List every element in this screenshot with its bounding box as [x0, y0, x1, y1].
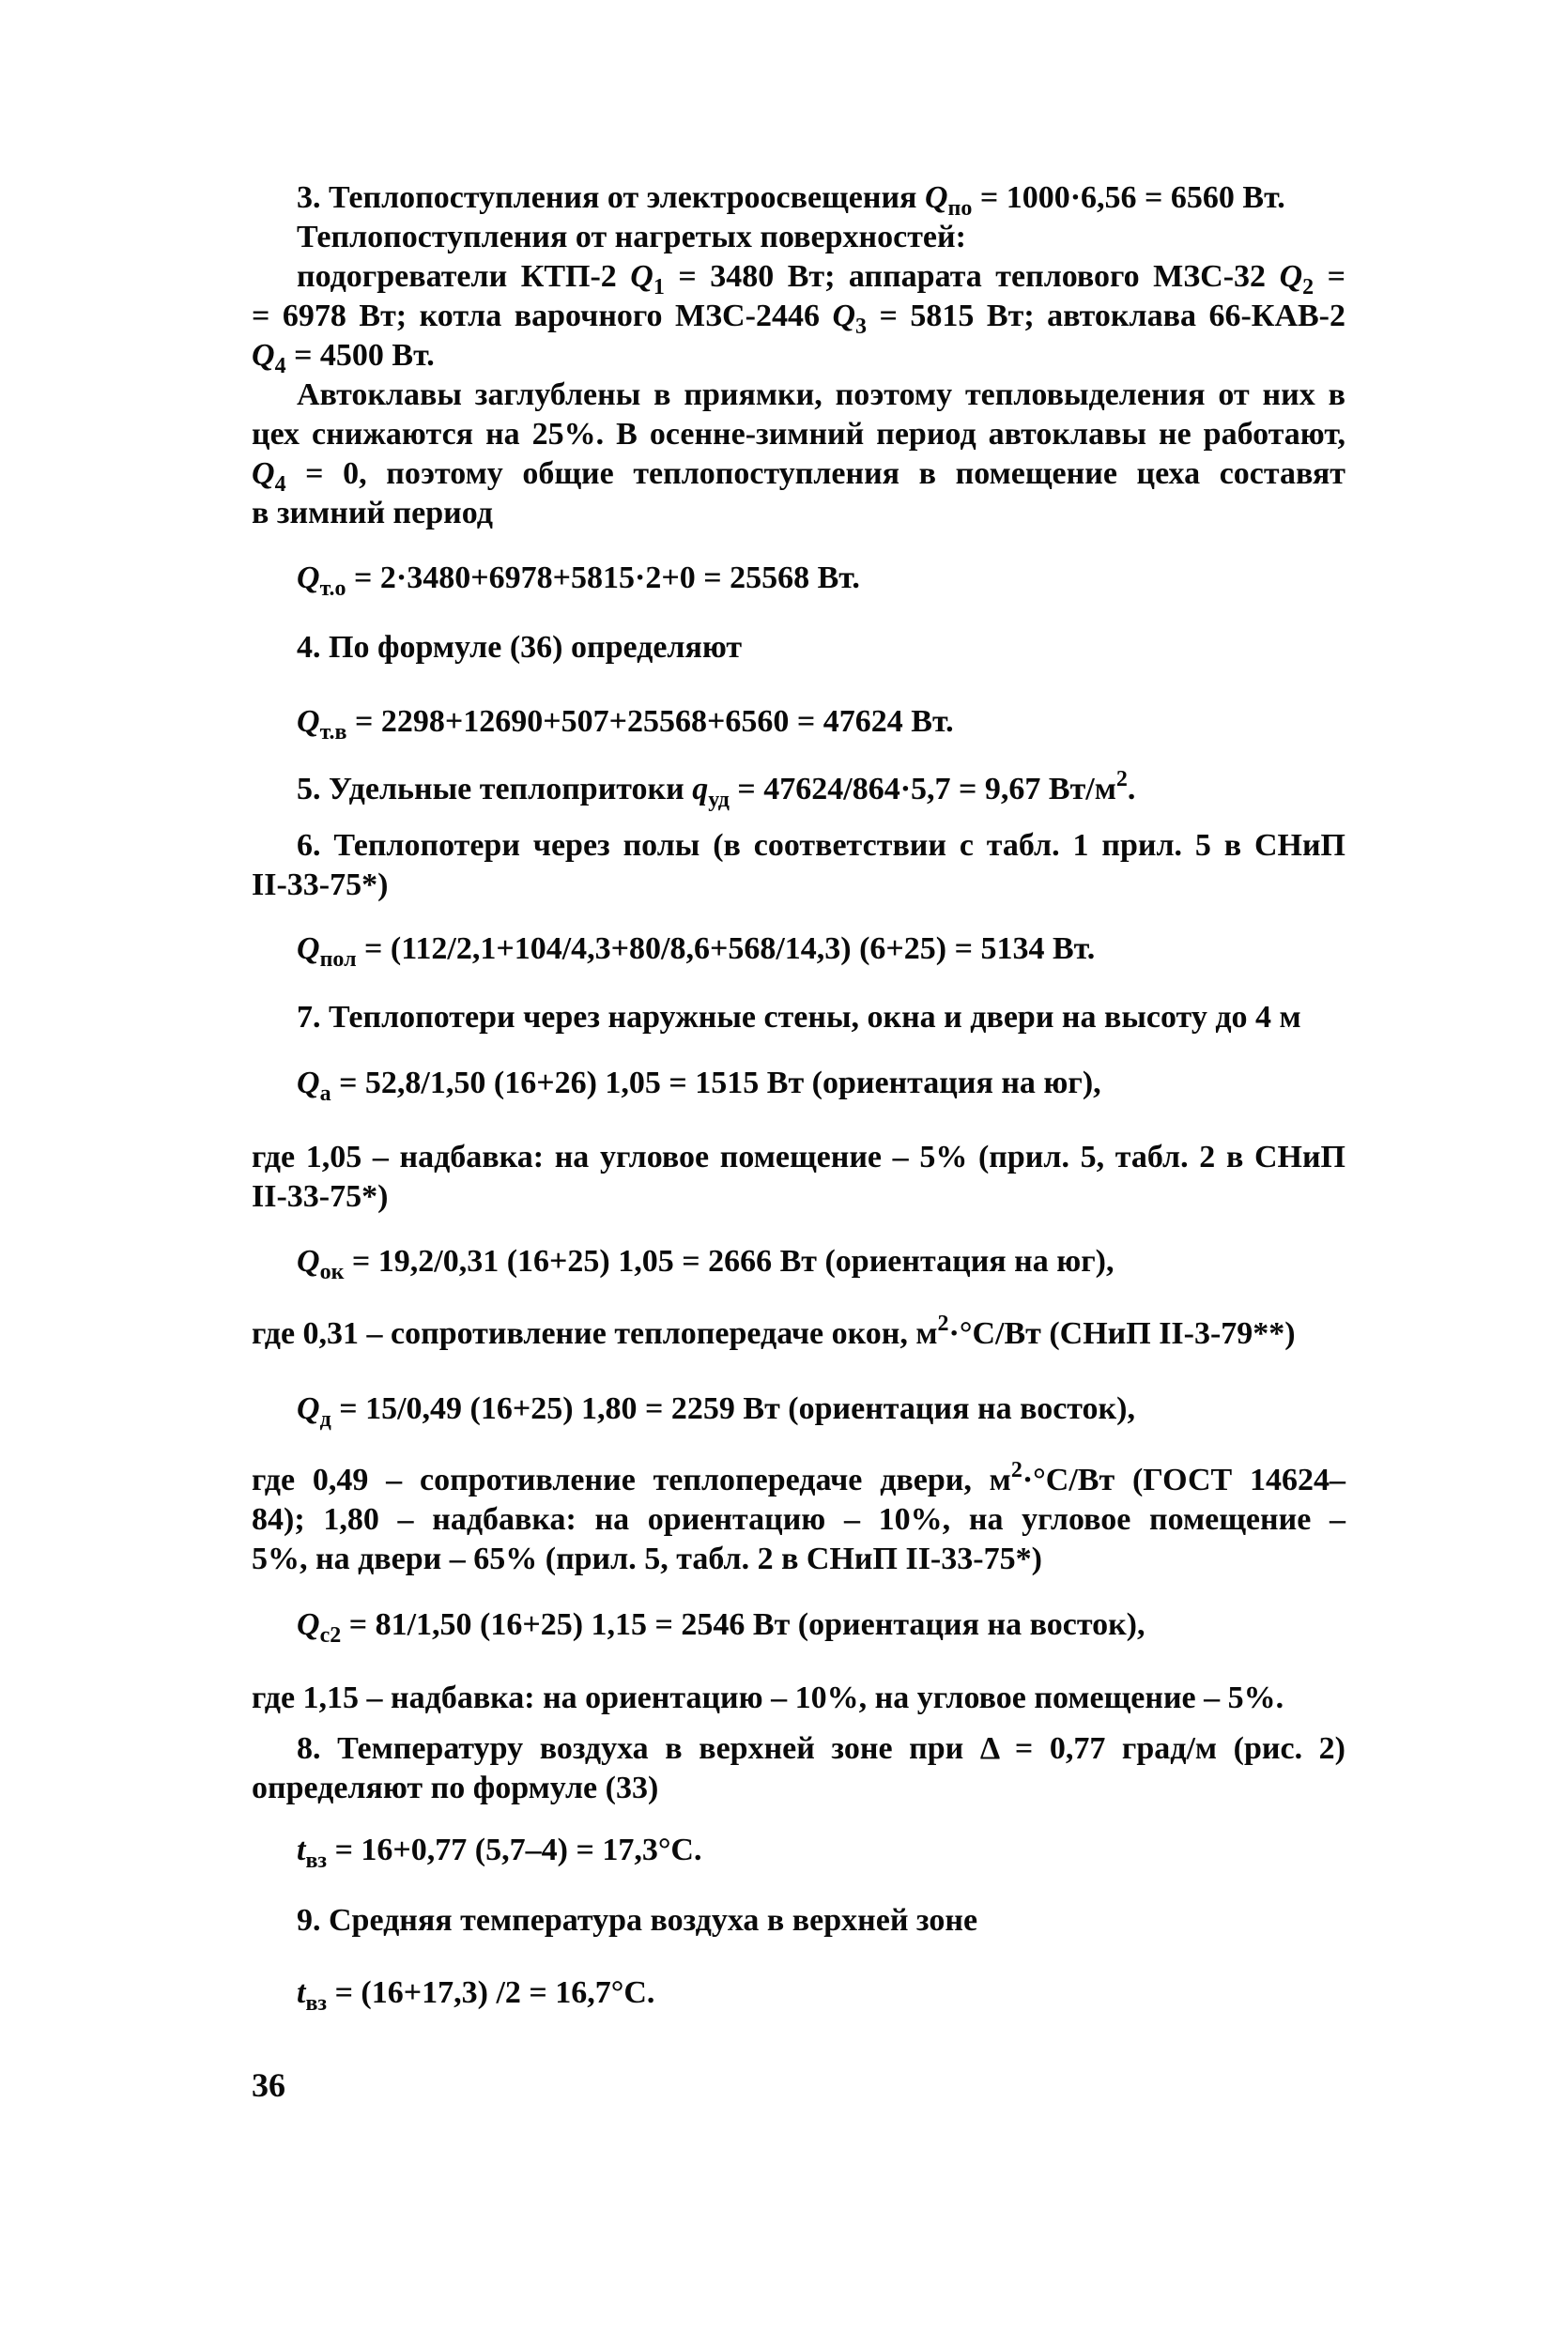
subscript: 3 — [855, 315, 868, 339]
text: = 2·3480+6978+5815·2+0 = 25568 Вт. — [346, 560, 860, 595]
equation-t-vz-1 — [297, 1831, 702, 1873]
text: = 4500 Вт. — [285, 338, 435, 373]
symbol-q: Q — [252, 456, 275, 491]
text: = (112/2,1+104/4,3+80/8,6+568/14,3) (6+25) = 5134 Вт. — [356, 931, 1096, 966]
item-3-line-5 — [252, 336, 1345, 376]
autoclaves-line-2: цех снижаются на 25%. В осенне-зимний период автоклавы не работают, — [252, 417, 1345, 452]
text: 3. Теплопоступления от электроосвещения — [297, 180, 925, 215]
equation-q-a — [297, 1064, 1101, 1106]
item-5-specific-gains — [297, 767, 1136, 812]
subscript: с2 — [319, 1623, 342, 1648]
symbol-q: Q — [1279, 259, 1303, 294]
item-6-line-2: II-33-75*) — [252, 867, 389, 902]
symbol-q: Q — [832, 299, 856, 333]
subscript: д — [319, 1407, 331, 1432]
subscript: пол — [319, 947, 357, 972]
text: = 0, поэтому общие теплопоступления в помещение цеха составят — [285, 456, 1345, 491]
symbol-q: Q — [630, 259, 653, 294]
item-8-line-1: 8. Температуру воздуха в верхней зоне при Δ = 0,77 град/м (рис. 2) — [297, 1731, 1345, 1766]
subscript: по — [947, 196, 973, 221]
text: = 52,8/1,50 (16+26) 1,05 = 1515 Вт (ориентация на юг), — [331, 1066, 1101, 1100]
item-9-mean-temp: 9. Средняя температура воздуха в верхней зоне — [297, 1903, 978, 1938]
superscript: 2 — [1010, 1458, 1022, 1482]
subscript: ок — [319, 1260, 345, 1284]
text: где 0,49 – сопротивление теплопередаче двери, м — [252, 1463, 1011, 1497]
text: = 1000·6,56 = 6560 Вт. — [972, 180, 1285, 215]
symbol-t: t — [297, 1975, 306, 2010]
equation-q-tv — [297, 702, 954, 742]
text: = 6978 Вт; котла варочного МЗС-2446 — [252, 299, 833, 333]
symbol-q: Q — [297, 931, 320, 966]
subscript: 4 — [274, 472, 286, 497]
item-3-line-3 — [252, 257, 1345, 297]
text: где 0,31 – сопротивление теплопередаче окон, м — [252, 1316, 938, 1351]
note-1-05-line-2: II-33-75*) — [252, 1179, 389, 1214]
item-3-line-4 — [252, 297, 1345, 339]
text: = 19,2/0,31 (16+25) 1,05 = 2666 Вт (ориентация на юг), — [344, 1244, 1115, 1279]
text: = 81/1,50 (16+25) 1,15 = 2546 Вт (ориентация на восток), — [341, 1607, 1145, 1642]
subscript: 4 — [274, 354, 286, 378]
autoclaves-paragraph — [252, 376, 1345, 533]
text: = 15/0,49 (16+25) 1,80 = 2259 Вт (ориентация на восток), — [331, 1391, 1135, 1426]
subscript: а — [319, 1082, 331, 1106]
item-3-line-1 — [252, 178, 1345, 221]
equation-q-pol — [297, 929, 1096, 972]
text: ·°С/Вт (ГОСТ 14624– — [1022, 1463, 1345, 1497]
equation-q-c2 — [297, 1605, 1145, 1648]
text: ·°С/Вт (СНиП II-3-79**) — [948, 1316, 1296, 1351]
symbol-q: Q — [924, 180, 948, 215]
item-3-line-2: Теплопоступления от нагретых поверхностей: — [297, 220, 966, 254]
subscript: уд — [708, 788, 730, 812]
subscript: вз — [305, 1849, 328, 1873]
note-0-49-line-1 — [252, 1458, 1345, 1500]
symbol-q: Q — [297, 1391, 320, 1426]
subscript: т.в — [319, 720, 347, 744]
note-0-49-line-3: 5%, на двери – 65% (прил. 5, табл. 2 в СНиП II-33-75*) — [252, 1542, 1042, 1576]
equation-t-vz-2 — [297, 1973, 655, 2016]
equation-q-to — [297, 559, 860, 601]
autoclaves-line-4: в зимний период — [252, 496, 493, 530]
autoclaves-line-1: Автоклавы заглублены в приямки, поэтому тепловыделения от них в — [297, 377, 1345, 412]
symbol-t: t — [297, 1833, 306, 1867]
item-6-line-1: 6. Теплопотери через полы (в соответствии с табл. 1 прил. 5 в СНиП — [297, 828, 1345, 863]
superscript: 2 — [1115, 767, 1128, 791]
text: 5. Удельные теплопритоки — [297, 772, 693, 806]
symbol-q: Q — [297, 1244, 320, 1279]
symbol-q: Q — [297, 1066, 320, 1100]
equation-q-ok — [297, 1242, 1115, 1282]
autoclaves-line-3 — [252, 454, 1345, 497]
subscript: 2 — [1302, 275, 1314, 299]
note-1-05-line-1: где 1,05 – надбавка: на угловое помещение – 5% (прил. 5, табл. 2 в СНиП — [252, 1140, 1345, 1174]
page-number: 36 — [252, 2066, 285, 2104]
text: = (16+17,3) /2 = 16,7°С. — [327, 1975, 655, 2010]
text: = 3480 Вт; аппарата теплового МЗС-32 — [664, 259, 1280, 294]
item-8-upper-zone-temp — [252, 1729, 1345, 1808]
text: = — [1314, 259, 1345, 294]
text: подогреватели КТП-2 — [297, 259, 631, 294]
text: = 5815 Вт; автоклава 66-КАВ-2 — [867, 299, 1345, 333]
note-0-49 — [252, 1458, 1345, 1579]
subscript: т.о — [319, 576, 346, 601]
text: = 16+0,77 (5,7–4) = 17,3°С. — [327, 1833, 702, 1867]
superscript: 2 — [937, 1312, 949, 1336]
item-7-wall-losses: 7. Теплопотери через наружные стены, окна и двери на высоту до 4 м — [297, 1000, 1301, 1035]
item-6-floor-losses — [252, 826, 1345, 905]
item-8-line-2: определяют по формуле (33) — [252, 1771, 659, 1805]
subscript: 1 — [653, 275, 665, 299]
item-4: 4. По формуле (36) определяют — [297, 630, 743, 665]
symbol-q: Q — [252, 338, 275, 373]
note-0-49-line-2: 84); 1,80 – надбавка: на ориентацию – 10%, на угловое помещение – — [252, 1502, 1345, 1537]
subscript: вз — [305, 1991, 328, 2016]
text: = 47624/864·5,7 = 9,67 Вт/м — [729, 772, 1116, 806]
text: . — [1127, 772, 1136, 806]
symbol-q: Q — [297, 704, 320, 739]
symbol-q: Q — [297, 1607, 320, 1642]
symbol-q: q — [692, 772, 709, 806]
item-3-heat-gains — [252, 178, 1345, 376]
symbol-q: Q — [297, 560, 320, 595]
equation-q-d — [297, 1389, 1135, 1432]
text: = 2298+12690+507+25568+6560 = 47624 Вт. — [346, 704, 954, 739]
note-1-05 — [252, 1138, 1345, 1217]
note-1-15: где 1,15 – надбавка: на ориентацию – 10%, на угловое помещение – 5%. — [252, 1681, 1284, 1715]
note-0-31 — [252, 1314, 1296, 1354]
